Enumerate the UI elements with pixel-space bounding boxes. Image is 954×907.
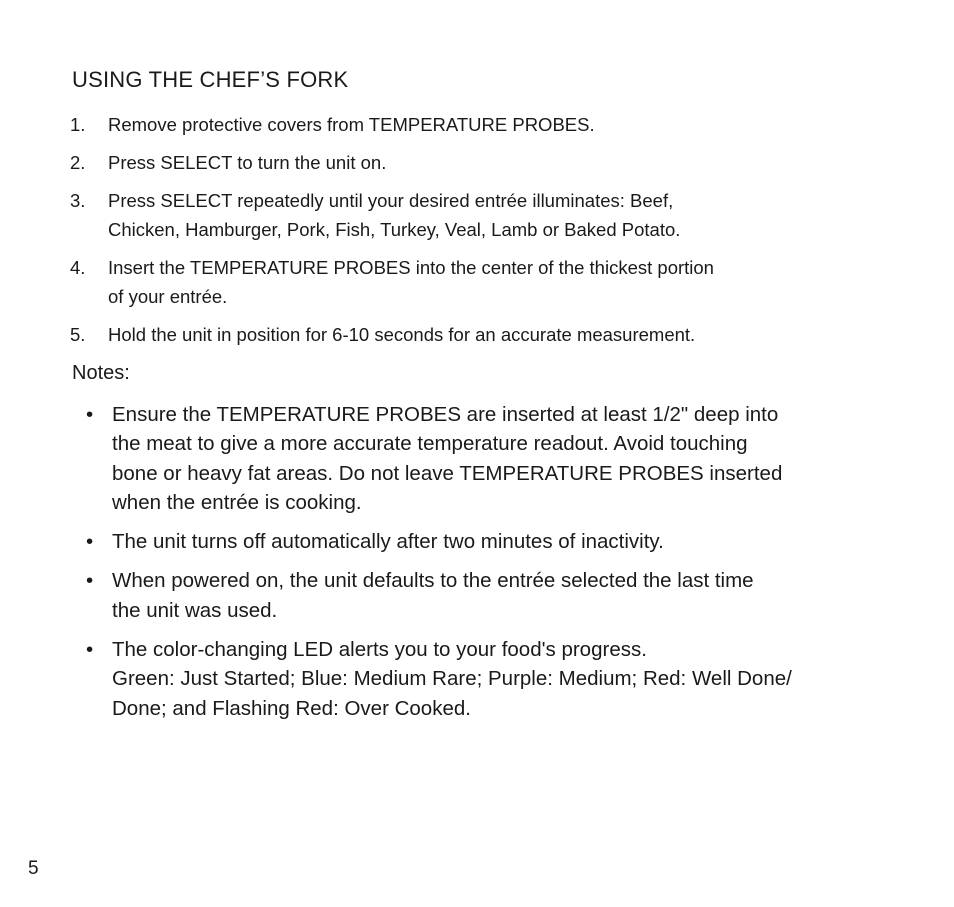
- section-heading: USING THE CHEF’S FORK: [72, 67, 349, 92]
- page-number: 5: [28, 858, 39, 879]
- note-item: [86, 635, 906, 723]
- bullet-icon: •: [86, 403, 94, 426]
- step-number: 3.: [70, 190, 86, 211]
- note-text: The color-changing LED alerts you to your food's progress.: [112, 638, 647, 662]
- note-text: The unit turns off automatically after two minutes of inactivity.: [112, 530, 664, 554]
- step-number: 5.: [70, 324, 86, 345]
- note-item: [86, 527, 906, 556]
- step-item: [70, 110, 910, 139]
- step-text: Remove protective covers from TEMPERATURE PROBES.: [108, 114, 595, 135]
- step-text: of your entrée.: [108, 286, 228, 307]
- step-item: [70, 253, 910, 311]
- steps-list: [70, 110, 910, 358]
- note-text: Green: Just Started; Blue: Medium Rare; Purple: Medium; Red: Well Done/: [112, 667, 792, 691]
- step-text: Chicken, Hamburger, Pork, Fish, Turkey, Veal, Lamb or Baked Potato.: [108, 219, 681, 240]
- note-item: [86, 400, 906, 517]
- note-text: When powered on, the unit defaults to the entrée selected the last time: [112, 569, 754, 593]
- step-item: [70, 186, 910, 244]
- note-text: when the entrée is cooking.: [112, 490, 362, 514]
- bullet-icon: •: [86, 569, 94, 593]
- step-number: 2.: [70, 152, 86, 173]
- note-text: bone or heavy fat areas. Do not leave TEMPERATURE PROBES inserted: [112, 461, 783, 485]
- notes-label: Notes:: [72, 362, 130, 384]
- notes-list: [86, 400, 906, 733]
- step-text: Press SELECT to turn the unit on.: [108, 152, 387, 173]
- note-text: the unit was used.: [112, 598, 278, 622]
- step-item: [70, 320, 910, 349]
- bullet-icon: •: [86, 530, 94, 554]
- note-text: Done; and Flashing Red: Over Cooked.: [112, 696, 471, 720]
- step-number: 1.: [70, 114, 86, 135]
- step-text: Insert the TEMPERATURE PROBES into the center of the thickest portion: [108, 257, 714, 278]
- step-item: [70, 148, 910, 177]
- note-item: [86, 566, 906, 625]
- bullet-icon: •: [86, 638, 94, 662]
- note-text: Ensure the TEMPERATURE PROBES are inserted at least 1/2" deep into: [112, 403, 779, 426]
- step-text: Press SELECT repeatedly until your desired entrée illuminates: Beef,: [108, 190, 674, 211]
- step-number: 4.: [70, 257, 86, 278]
- note-text: the meat to give a more accurate temperature readout. Avoid touching: [112, 432, 748, 456]
- step-text: Hold the unit in position for 6-10 seconds for an accurate measurement.: [108, 324, 696, 345]
